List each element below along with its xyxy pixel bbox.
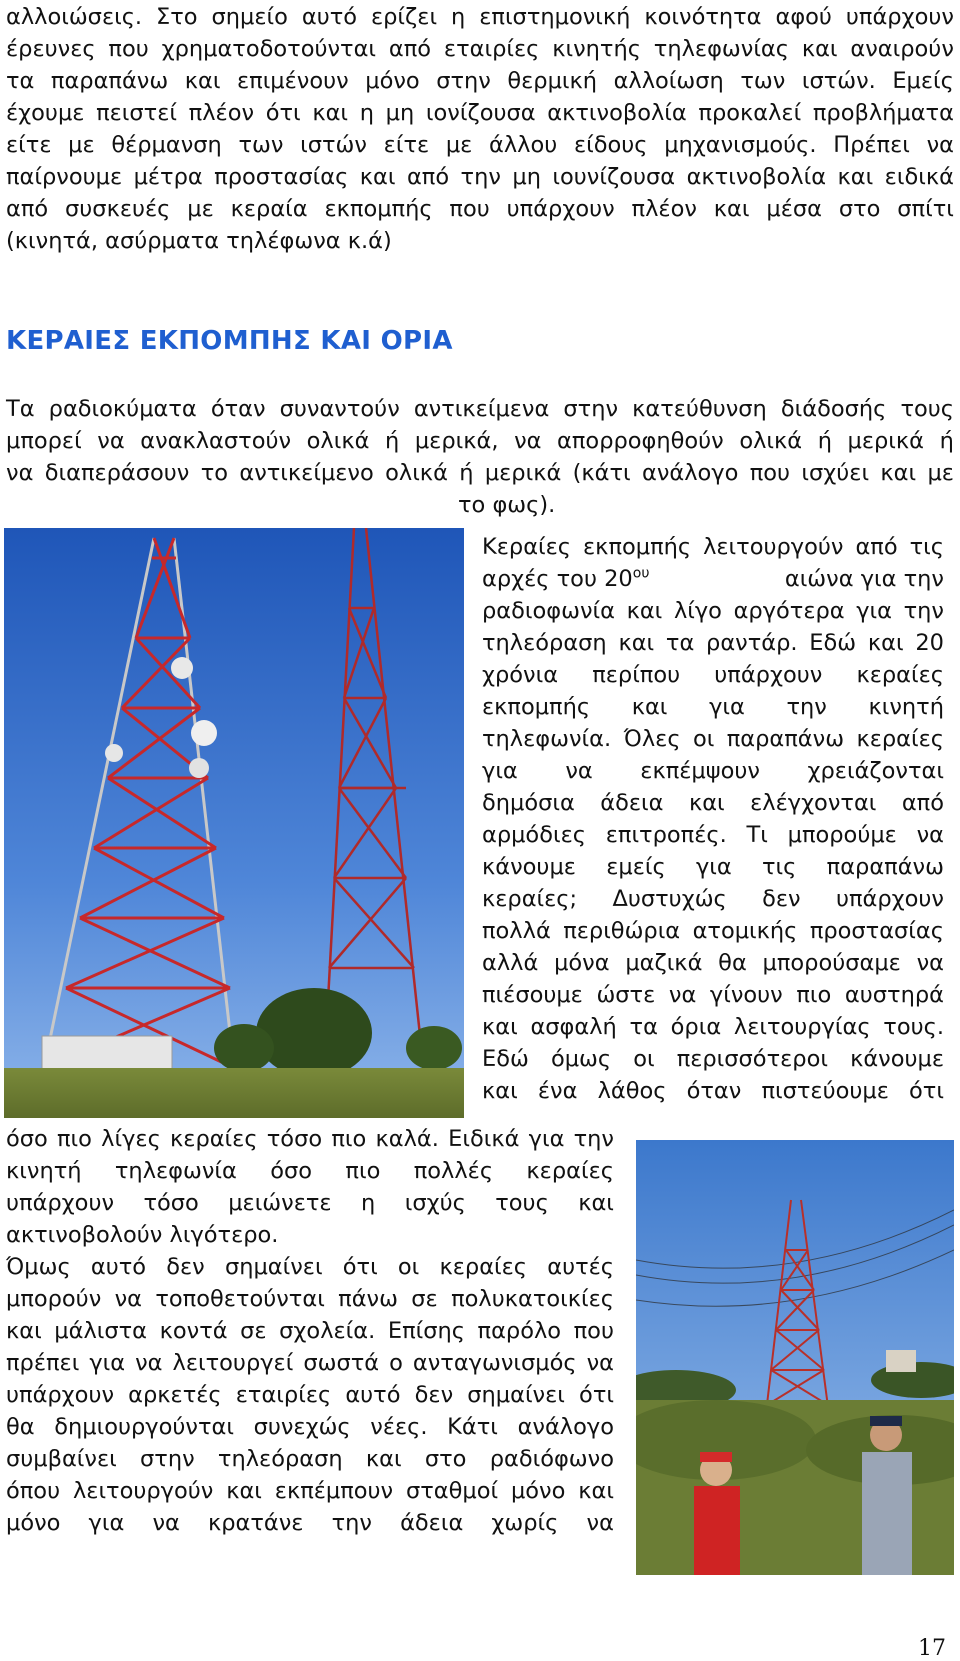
- antenna-towers-illustration: [4, 528, 464, 1118]
- text-line: και ένα λάθος όταν πιστεύουμε ότι: [482, 1078, 944, 1104]
- text-line: Εδώ όμως οι περισσότεροι κάνουμε: [482, 1046, 944, 1072]
- text-line: χρόνια περίπου υπάρχουν κεραίες: [482, 662, 944, 688]
- text-line: αλλά μόνα μαζικά θα μπορούσαμε να: [482, 950, 944, 976]
- text-line: δημόσια άδεια και ελέγχονται από: [482, 790, 944, 816]
- text-line: θα δημιουργούνται συνεχώς νέες. Κάτι ανάλογο: [6, 1414, 614, 1440]
- text-line: έρευνες που χρηματοδοτούνται από εταιρίες κινητής τηλεφωνίας και αναιρούν: [6, 36, 954, 62]
- text-line: και ασφαλή τα όρια λειτουργίας τους.: [482, 1014, 944, 1040]
- text-line: τηλεφωνία. Όλες οι παραπάνω κεραίες: [482, 726, 944, 752]
- text-line: και μάλιστα κοντά σε σχολεία. Επίσης παρόλο που: [6, 1318, 614, 1344]
- text-line: συμβαίνει στην τηλεόραση και στο ραδιόφωνο: [6, 1446, 614, 1472]
- text-line: τηλεόραση και τα ραντάρ. Εδώ και 20: [482, 630, 944, 656]
- text-line: Τα ραδιοκύματα όταν συναντούν αντικείμενα στην κατεύθυνση διάδοσής τους: [6, 396, 954, 422]
- text-line: είτε με θέρμανση των ιστών είτε με άλλου είδους μηχανισμούς. Πρέπει να: [6, 132, 954, 158]
- text-line: το φως).: [458, 492, 556, 518]
- text-line: για να εκπέμψουν χρειάζονται: [482, 758, 944, 784]
- text-line: πρέπει για να λειτουργεί σωστά ο ανταγωνισμός να: [6, 1350, 614, 1376]
- text-line: μπορεί να ανακλαστούν ολικά ή μερικά, να απορροφηθούν ολικά ή μερικά ή: [6, 428, 954, 454]
- text-line: τα παραπάνω και επιμένουν μόνο στην θερμική αλλοίωση των ιστών. Εμείς: [6, 68, 954, 94]
- text-fragment: αρχές του 20: [482, 566, 633, 592]
- text-line-superscript: [482, 563, 944, 595]
- text-line: μπορούν να τοποθετούνται πάνω σε πολυκατοικίες: [6, 1286, 614, 1312]
- text-fragment: αιώνα για την: [784, 566, 944, 592]
- text-line: ραδιοφωνία και λίγο αργότερα για την: [482, 598, 944, 624]
- text-line: υπάρχουν τόσο μειώνετε η ισχύς τους και: [6, 1190, 614, 1216]
- text-line: πολλά περιθώρια ατομικής προστασίας: [482, 918, 944, 944]
- ordinal-superscript: ου: [632, 565, 650, 582]
- text-line: αλλοιώσεις. Στο σημείο αυτό ερίζει η επιστημονική κοινότητα αφού υπάρχουν: [6, 4, 954, 30]
- text-line: πιέσουμε ώστε να γίνουν πιο αυστηρά: [482, 982, 944, 1008]
- text-line: (κινητά, ασύρματα τηλέφωνα κ.ά): [6, 228, 392, 254]
- text-line: εκπομπής και για την κινητή: [482, 694, 944, 720]
- text-line: μόνο για να κρατάνε την άδεια χωρίς να: [6, 1510, 614, 1536]
- text-line: Κεραίες εκπομπής λειτουργούν από τις: [482, 534, 944, 560]
- text-line: υπάρχουν αρκετές εταιρίες αυτό δεν σημαίνει ότι: [6, 1382, 614, 1408]
- text-line: παίρνουμε μέτρα προστασίας και από την μη ιουνίζουσα ακτινοβολία και ειδικά: [6, 164, 954, 190]
- text-line: ακτινοβολούν λιγότερο.: [6, 1222, 279, 1248]
- text-line: Όμως αυτό δεν σημαίνει ότι οι κεραίες αυτές: [6, 1254, 614, 1280]
- text-line: κινητή τηλεφωνία όσο πιο πολλές κεραίες: [6, 1158, 614, 1184]
- text-line: όπου λειτουργούν και εκπέμπουν σταθμοί μόνο και: [6, 1478, 614, 1504]
- tower-people-illustration: [636, 1140, 954, 1575]
- antenna-towers-photo: [4, 528, 464, 1118]
- text-line: κάνουμε εμείς για τις παραπάνω: [482, 854, 944, 880]
- section-heading: ΚΕΡΑΙΕΣ ΕΚΠΟΜΠΗΣ ΚΑΙ ΟΡΙΑ: [6, 326, 453, 356]
- text-line: έχουμε πειστεί πλέον ότι και η μη ιονίζουσα ακτινοβολία προκαλεί προβλήματα: [6, 100, 954, 126]
- text-line: κεραίες; Δυστυχώς δεν υπάρχουν: [482, 886, 944, 912]
- tower-people-photo: [636, 1140, 954, 1575]
- text-line: αρμόδιες επιτροπές. Τι μπορούμε να: [482, 822, 944, 848]
- text-line: να διαπεράσουν το αντικείμενο ολικά ή μερικά (κάτι ανάλογο που ισχύει και με: [6, 460, 954, 486]
- page-number: 17: [918, 1636, 946, 1661]
- text-line: όσο πιο λίγες κεραίες τόσο πιο καλά. Ειδικά για την: [6, 1126, 614, 1152]
- text-line: από συσκευές με κεραία εκπομπής που υπάρχουν πλέον και μέσα στο σπίτι: [6, 196, 954, 222]
